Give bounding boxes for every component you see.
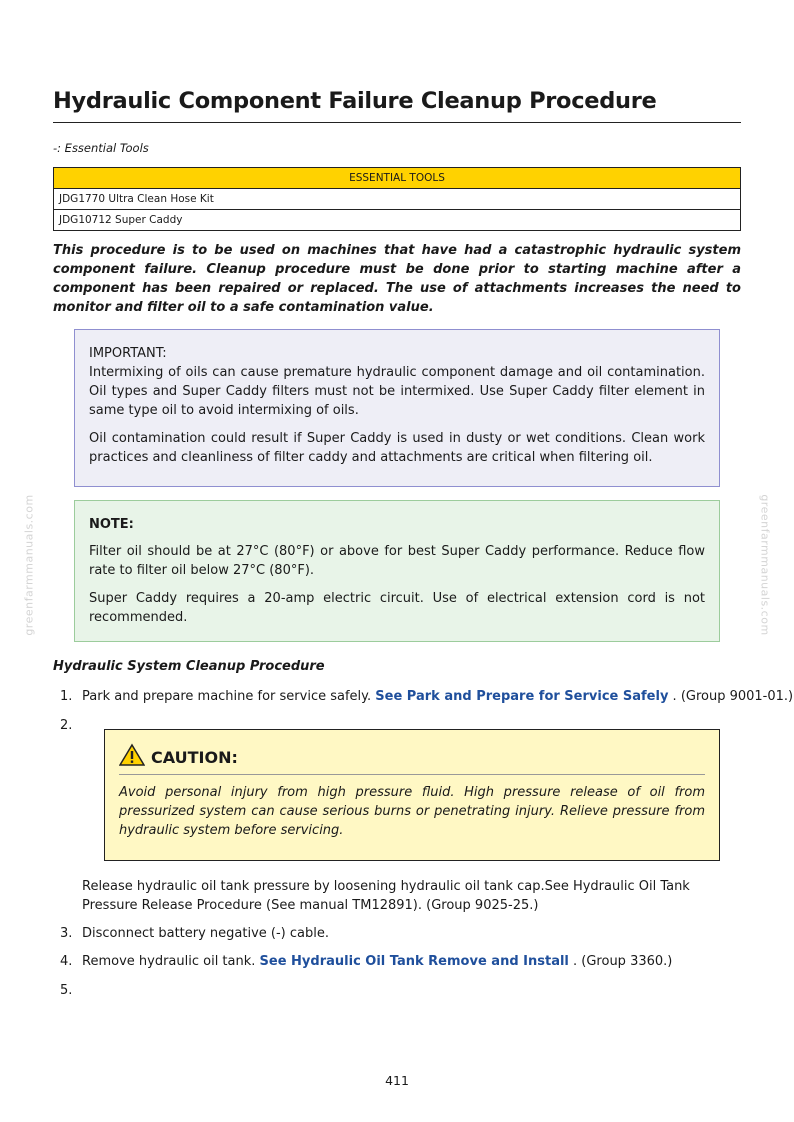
step-number: 5. xyxy=(60,983,73,998)
warning-triangle-icon xyxy=(119,743,145,771)
step-text: Park and prepare machine for service safely. xyxy=(82,689,376,704)
page-number: 411 xyxy=(385,1073,409,1088)
release-pressure-text: Release hydraulic oil tank pressure by loosening hydraulic oil tank cap.See Hydraulic Oil Tank Pressure Release Procedure (See manual TM12891). (Group 9025-25.) xyxy=(82,879,690,913)
table-row xyxy=(54,210,741,231)
note-paragraph: Filter oil should be at 27°C (80°F) or above for best Super Caddy performance. Reduce flow rate to filter oil below 27°C (80°F). xyxy=(89,544,705,578)
caution-box xyxy=(104,729,720,861)
step-number: 3. xyxy=(60,926,73,941)
step-text: Disconnect battery negative (-) cable. xyxy=(82,926,329,941)
important-paragraph: Oil contamination could result if Super Caddy is used in dusty or wet conditions. Clean work practices and cleanliness of filter caddy and attachments are critical when filtering oil. xyxy=(89,431,705,465)
caution-header xyxy=(119,740,705,775)
note-box xyxy=(74,500,720,642)
page-title: Hydraulic Component Failure Cleanup Procedure xyxy=(53,86,741,123)
table-header: ESSENTIAL TOOLS xyxy=(54,168,741,189)
essential-tools-table xyxy=(53,167,741,231)
step-number: 2. xyxy=(60,718,73,733)
list-item xyxy=(60,924,329,943)
list-item xyxy=(60,952,672,971)
intro-paragraph: This procedure is to be used on machines that have had a catastrophic hydraulic system component failure. Cleanup procedure must be done prior to starting machine after a component has been repaired or replaced. The use of attachments increases the need to monitor and filter oil to a safe contamination value. xyxy=(53,243,741,315)
essential-tools-caption: -: Essential Tools xyxy=(53,141,149,155)
table-cell: JDG1770 Ultra Clean Hose Kit xyxy=(54,189,741,210)
step-number: 4. xyxy=(60,954,73,969)
list-item xyxy=(60,687,793,706)
caution-heading: CAUTION: xyxy=(151,747,238,767)
park-prepare-link[interactable]: See Park and Prepare for Service Safely xyxy=(375,689,669,704)
section-heading: Hydraulic System Cleanup Procedure xyxy=(53,659,325,674)
note-paragraph: Super Caddy requires a 20-amp electric circuit. Use of electrical extension cord is not recommended. xyxy=(89,591,705,625)
note-heading: NOTE: xyxy=(89,517,134,532)
watermark: greenfarmmanuals.com xyxy=(22,494,36,636)
list-item xyxy=(60,981,82,1000)
important-paragraph: Intermixing of oils can cause premature hydraulic component damage and oil contamination. Oil types and Super Caddy filters must not be intermixed. Use Super Caddy filter element in same type oil to avoid intermixing of oils. xyxy=(89,365,705,418)
table-cell: JDG10712 Super Caddy xyxy=(54,210,741,231)
list-item xyxy=(60,716,82,735)
important-heading: IMPORTANT: xyxy=(89,346,167,361)
step-suffix: . (Group 3360.) xyxy=(568,954,673,969)
caution-text: Avoid personal injury from high pressure fluid. High pressure release of oil from pressurized system can cause serious burns or penetrating injury. Relieve pressure from hydraulic system before servicing. xyxy=(119,785,705,838)
table-row xyxy=(54,189,741,210)
watermark: greenfarmmanuals.com xyxy=(758,494,772,636)
important-notice xyxy=(74,329,720,487)
step-number: 1. xyxy=(60,689,73,704)
step-suffix: . (Group 9001-01.) xyxy=(668,689,794,704)
step-text: Remove hydraulic oil tank. xyxy=(82,954,260,969)
oil-tank-remove-link[interactable]: See Hydraulic Oil Tank Remove and Install xyxy=(259,954,569,969)
